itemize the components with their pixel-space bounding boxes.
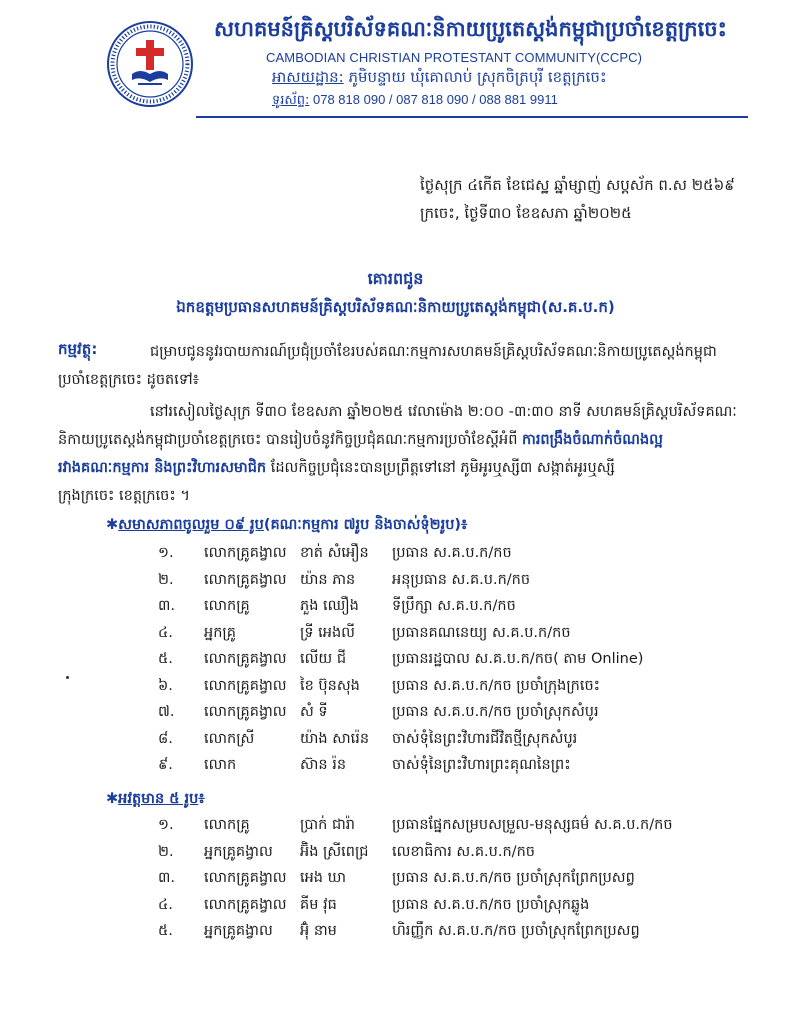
paragraph-line-3 [58, 454, 615, 482]
list-item [0, 677, 791, 703]
item-name: សំ ទី [300, 704, 328, 720]
item-honorific: លោកគ្រូគង្វាល [204, 870, 287, 886]
participants-breakdown: (គណៈកម្មការ ៧រូប និងចាស់ទុំ២រូប)៖ [263, 517, 468, 533]
item-role: ប្រធានគណនេយ្យ ស.គ.ប.ក/កច [392, 624, 571, 641]
list-item [0, 816, 791, 842]
item-number: ១. [158, 817, 174, 833]
meeting-topic-part-2: រវាងគណៈកម្មការ និងព្រះវិហារសមាជិក [58, 460, 267, 476]
item-role: ប្រធាន ស.គ.ប.ក/កច [392, 545, 512, 561]
address-value: ភូមិបន្ទាយ ឃុំគោលាប់ ស្រុកចិត្របុរី ខេត្តក្រចេះ [343, 68, 607, 86]
item-number: ៧. [158, 704, 175, 720]
item-honorific: លោកស្រី [204, 730, 255, 747]
item-number: ៣. [158, 870, 175, 886]
item-name: យ៉ាង សារ៉េន [300, 730, 370, 747]
item-honorific: លោកគ្រូគង្វាល [204, 571, 287, 588]
item-name: អ៊ុំ នាម [300, 923, 337, 939]
item-name: ភួង ឈឿង [300, 598, 359, 614]
item-honorific: លោកគ្រូគង្វាល [204, 704, 287, 720]
list-item [0, 843, 791, 869]
item-name: ខៃ ប៊ុនសុង [300, 677, 360, 694]
item-honorific: អ្នកគ្រូគង្វាល [204, 843, 273, 860]
lunar-date: ថ្ងៃសុក្រ ៤កើត ខែជេស្ឋ ឆ្នាំម្សាញ់ សប្តស័ក ព.ស ២៥៦៩ [420, 176, 735, 194]
item-role: ហិរញ្ញឹក ស.គ.ប.ក/កច ប្រចាំស្រុកព្រែកប្រសព្វ [392, 923, 640, 939]
solar-date: ក្រចេះ, ថ្ងៃទី៣០ ខែឧសភា ឆ្នាំ២០២៥ [420, 204, 632, 222]
item-number: ៥. [158, 923, 173, 939]
bullet-star-icon: ✱ [106, 791, 119, 807]
item-role: ប្រធាន ស.គ.ប.ក/កច ប្រចាំស្រុកឆ្លូង [392, 896, 590, 913]
list-item [0, 922, 791, 948]
item-number: ៤. [158, 624, 173, 641]
item-number: ៦. [158, 677, 173, 694]
item-honorific: លោកគ្រូគង្វាល [204, 677, 287, 694]
list-item [0, 730, 791, 756]
purpose-label: កម្មវត្ថុ: [58, 340, 98, 358]
item-honorific: លោកគ្រូ [204, 598, 250, 614]
purpose-line-2: ប្រចាំខេត្តក្រចេះ ដូចតទៅ៖ [58, 372, 200, 388]
item-honorific: លោកគ្រូគង្វាល [204, 896, 287, 913]
item-role: ប្រធាន ស.គ.ប.ក/កច ប្រចាំក្រុងក្រចេះ [392, 677, 601, 694]
item-name: ខាត់ សំអឿន [300, 545, 369, 561]
item-honorific: លោក [204, 757, 237, 773]
item-name: យ៉ាន ភាន [300, 571, 356, 588]
item-name: លើយ ជី [300, 651, 347, 667]
item-honorific: អ្នកគ្រូ [204, 624, 236, 641]
item-role: លេខាធិការ ស.គ.ប.ក/កច [392, 843, 535, 860]
item-honorific: លោកគ្រូគង្វាល [204, 651, 287, 667]
address-label: អាសយដ្ឋាន: [272, 68, 344, 86]
participants-count: សមាសភាពចូលរួម ០៩ រូប [118, 517, 264, 533]
item-role: ប្រធាន ស.គ.ប.ក/កច ប្រចាំស្រុកព្រែកប្រសព្វ [392, 870, 635, 886]
item-number: ៣. [158, 598, 175, 614]
item-number: ៨. [158, 730, 173, 747]
ccpc-seal-icon [106, 20, 194, 108]
item-role: ចាស់ទុំនៃព្រះវិហារជីវិតថ្មីស្រុកសំបូរ [392, 730, 578, 747]
bullet-star-icon: ✱ [106, 517, 119, 533]
item-number: ៥. [158, 651, 173, 667]
item-role: ទីប្រឹក្សា ស.គ.ប.ក/កច [392, 598, 516, 614]
list-item [0, 703, 791, 729]
list-item [0, 624, 791, 650]
list-item [0, 869, 791, 895]
item-name: ប្រាក់ ជារ៉ា [300, 817, 355, 833]
list-item [0, 650, 791, 676]
item-name: អ៊ិង ស្រីពេជ្រ [300, 843, 369, 860]
meeting-topic-part-1: ការពង្រឹងចំណាក់ចំណងល្អ [522, 432, 663, 448]
item-honorific: លោកគ្រូគង្វាល [204, 545, 287, 561]
organization-address [272, 68, 607, 90]
organization-phone [272, 92, 558, 111]
item-role: ប្រធានរដ្ឋបាល ស.គ.ប.ក/កច( តាម Online) [392, 651, 644, 667]
addressee: ឯកឧត្តមប្រធានសហគមន៍គ្រិស្តបរិស័ទគណៈនិកាយប្រូតេស្តង់កម្ពុជា(ស.គ.ប.ក) [176, 298, 615, 316]
item-name: ទ្រី អេងលី [300, 624, 355, 641]
item-role: អនុប្រធាន ស.គ.ប.ក/កច [392, 571, 531, 588]
participants-heading [106, 516, 467, 537]
paragraph-line-1: នៅរសៀលថ្ងៃសុក្រ ទី៣០ ខែឧសភា ឆ្នាំ២០២៥ វេលាម៉ោង ២:០០ -៣:៣០ នាទី សហគមន៍គ្រិស្តបរិស័ទគណៈ [150, 404, 737, 420]
item-role: ប្រធាន ស.គ.ប.ក/កច ប្រចាំស្រុកសំបូរ [392, 704, 599, 720]
paragraph-line-3-text: ដែលកិច្ចប្រជុំនេះបានប្រព្រឹត្តទៅនៅ ភូមិអូរឬស្សី៣ សង្កាត់អូរឬស្សី [266, 460, 615, 476]
item-honorific: លោកគ្រូ [204, 817, 250, 833]
paragraph-line-2-text: និកាយប្រូតេស្តង់កម្ពុជាប្រចាំខេត្តក្រចេះ បានរៀបចំនូវកិច្ចប្រជុំគណៈកម្មការប្រចាំខែស្តីអំពី [58, 432, 523, 448]
item-name: ស៊ាន រ៉ន [300, 757, 347, 773]
item-number: ២. [158, 843, 174, 860]
organization-name-english: CAMBODIAN CHRISTIAN PROTESTANT COMMUNITY(CCPC) [266, 50, 643, 65]
item-role: ចាស់ទុំនៃព្រះវិហារព្រះគុណនៃព្រះ [392, 757, 571, 773]
item-name: គីម វុធ [300, 896, 337, 913]
phone-value: 078 818 090 / 087 818 090 / 088 881 9911 [309, 92, 558, 107]
absent-count: អវត្តមាន ៥ រូប [118, 791, 199, 807]
list-item [0, 571, 791, 597]
item-number: ៩. [158, 757, 173, 773]
item-honorific: អ្នកគ្រូគង្វាល [204, 923, 273, 939]
list-item [0, 597, 791, 623]
item-role: ប្រធានផ្នែកសម្របសម្រួល-មនុស្សធម៌ ស.គ.ប.ក/កច [392, 817, 673, 833]
list-item [0, 544, 791, 570]
scan-speck [66, 676, 69, 679]
paragraph-line-2 [58, 426, 663, 454]
phone-label: ទូរស័ព្ទ: [272, 93, 310, 108]
list-item [0, 756, 791, 782]
paragraph-line-4: ក្រុងក្រចេះ ខេត្តក្រចេះ ។ [58, 488, 190, 504]
item-number: ៤. [158, 896, 173, 913]
purpose-line-1: ជម្រាបជូននូវរបាយការណ៍ប្រជុំប្រចាំខែរបស់គណៈកម្មការសហគមន៍គ្រិស្តបរិស័ទគណៈនិកាយប្រូតេស្តង់កម្ពុជា [150, 344, 717, 360]
salutation: គោរពជូន [367, 269, 424, 288]
header-divider [196, 116, 748, 118]
item-name: អេង ឃា [300, 870, 347, 886]
item-number: ២. [158, 571, 174, 588]
absent-heading [106, 790, 205, 811]
organization-name-khmer: សហគមន៍គ្រិស្តបរិស័ទគណៈនិកាយប្រូតេស្តង់កម្ពុជាប្រចាំខេត្តក្រចេះ [214, 17, 727, 41]
list-item [0, 896, 791, 922]
item-number: ១. [158, 545, 174, 561]
absent-heading-suffix: ៖ [198, 791, 205, 807]
